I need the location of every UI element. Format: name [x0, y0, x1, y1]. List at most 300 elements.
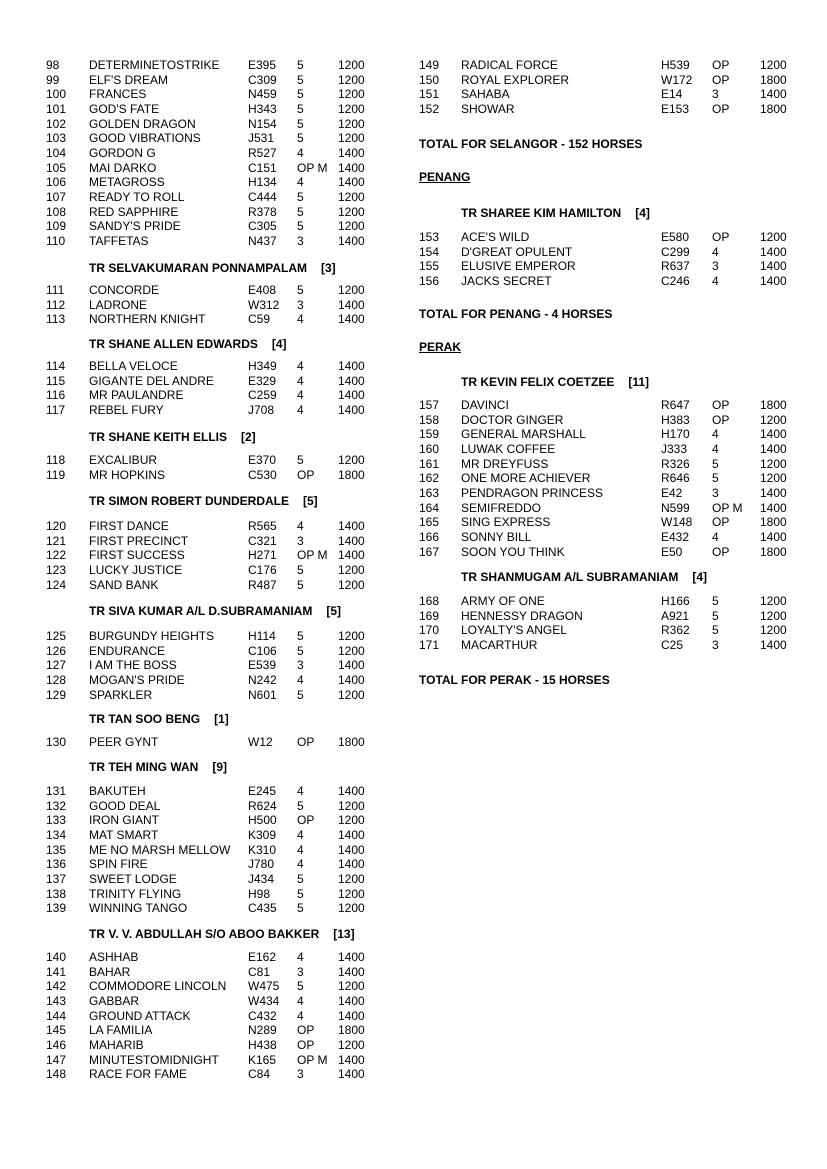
horse-age: OP — [712, 58, 730, 72]
horse-name: COMMODORE LINCOLN — [89, 979, 227, 994]
horse-name: SANDY'S PRIDE — [89, 219, 181, 234]
horse-row — [0, 629, 410, 644]
horse-age: 5 — [297, 979, 304, 994]
horse-row — [0, 901, 410, 916]
race-distance: 1400 — [338, 402, 365, 417]
entry-number: 103 — [46, 131, 67, 146]
entry-number: 114 — [46, 359, 66, 373]
horse-row — [0, 1023, 410, 1038]
horse-age: 4 — [712, 273, 719, 288]
horse-row — [0, 578, 410, 593]
horse-row — [0, 131, 410, 146]
entry-number: 108 — [46, 204, 67, 219]
horse-name: ELUSIVE EMPEROR — [461, 259, 576, 274]
horse-code: C151 — [248, 160, 277, 175]
horse-row — [0, 950, 410, 965]
horse-age: 5 — [297, 901, 304, 916]
horse-age: 4 — [297, 175, 304, 190]
horse-age: 3 — [712, 485, 719, 500]
entry-number: 131 — [46, 784, 67, 798]
entry-number: 98 — [46, 58, 60, 72]
region-penang: PENANG — [419, 170, 471, 184]
horse-row — [0, 872, 410, 887]
entry-number: 125 — [46, 629, 67, 643]
entry-number: 168 — [419, 594, 440, 608]
horse-row — [410, 398, 827, 413]
race-distance: 1400 — [338, 1067, 365, 1082]
horse-age: 4 — [712, 244, 719, 259]
race-distance: 1400 — [338, 145, 365, 160]
horse-name: MOGAN'S PRIDE — [89, 672, 185, 687]
race-distance: 1400 — [338, 964, 365, 979]
horse-code: C84 — [248, 1067, 271, 1082]
race-distance: 1200 — [760, 58, 787, 72]
entry-number: 166 — [419, 529, 440, 544]
entry-number: 159 — [419, 427, 440, 442]
entry-number: 156 — [419, 273, 440, 288]
horse-name: HENNESSY DRAGON — [461, 608, 583, 623]
horse-name: ENDURANCE — [89, 643, 166, 658]
trainer-name: TR SHANE KEITH ELLIS — [89, 430, 228, 444]
horse-row — [0, 102, 410, 117]
entry-number: 162 — [419, 471, 440, 486]
entry-number: 150 — [419, 72, 440, 87]
horse-code: E329 — [248, 373, 277, 388]
race-distance: 1200 — [338, 871, 365, 886]
horse-count: [4] — [692, 570, 707, 584]
horse-code: C59 — [248, 312, 271, 327]
horse-row — [0, 1067, 410, 1082]
entry-number: 105 — [46, 160, 67, 175]
race-distance: 1400 — [338, 533, 365, 548]
horse-name: GOOD VIBRATIONS — [89, 131, 201, 146]
horse-code: N289 — [248, 1023, 277, 1038]
horse-name: GROUND ATTACK — [89, 1008, 191, 1023]
race-distance: 1800 — [760, 101, 787, 116]
trainer-heading — [89, 337, 287, 352]
horse-row — [0, 887, 410, 902]
horse-name: SEMIFREDDO — [461, 500, 542, 515]
horse-age: OP — [297, 813, 315, 828]
race-distance: 1200 — [338, 643, 365, 658]
horse-code: W475 — [248, 979, 280, 994]
horse-name: IRON GIANT — [89, 813, 160, 828]
entry-number: 117 — [46, 402, 66, 417]
horse-code: W434 — [248, 993, 280, 1008]
horse-code: C299 — [661, 244, 690, 259]
entry-number: 153 — [419, 230, 440, 244]
entry-number: 167 — [419, 544, 440, 559]
trainer-heading — [89, 927, 355, 942]
entry-number: 157 — [419, 398, 440, 412]
horse-name: BAKUTEH — [89, 784, 146, 798]
horse-name: GOOD DEAL — [89, 798, 161, 813]
horse-row — [410, 245, 827, 260]
entry-number: 137 — [46, 871, 67, 886]
horse-name: ACE'S WILD — [461, 230, 530, 244]
horse-age: 5 — [297, 116, 304, 131]
horse-row — [410, 442, 827, 457]
horse-row — [0, 58, 410, 73]
horse-row — [410, 471, 827, 486]
horse-row — [0, 388, 410, 403]
trainer-heading — [89, 261, 336, 276]
entry-number: 120 — [46, 519, 67, 533]
entry-number: 107 — [46, 189, 67, 204]
horse-age: 3 — [297, 964, 304, 979]
entry-number: 143 — [46, 993, 67, 1008]
race-distance: 1800 — [338, 1023, 365, 1038]
race-distance: 1400 — [338, 784, 365, 798]
entry-number: 140 — [46, 950, 67, 964]
horse-age: 5 — [712, 456, 719, 471]
horse-name: LADRONE — [89, 297, 148, 312]
horse-row — [0, 965, 410, 980]
horse-row — [0, 234, 410, 249]
horse-name: MINUTESTOMIDNIGHT — [89, 1052, 219, 1067]
horse-code: W12 — [248, 735, 273, 749]
horse-age: 5 — [297, 562, 304, 577]
horse-row — [0, 688, 410, 703]
horse-name: BAHAR — [89, 964, 131, 979]
horse-name: MR DREYFUSS — [461, 456, 549, 471]
horse-code: E539 — [248, 658, 277, 673]
entry-number: 149 — [419, 58, 440, 72]
horse-age: 4 — [297, 827, 304, 842]
horse-code: C246 — [661, 273, 690, 288]
horse-name: PENDRAGON PRINCESS — [461, 485, 604, 500]
trainer-name: TR SIMON ROBERT DUNDERDALE — [89, 494, 289, 508]
horse-row — [0, 73, 410, 88]
horse-count: [9] — [212, 760, 227, 774]
entry-number: 161 — [419, 456, 440, 471]
horse-row — [0, 548, 410, 563]
horse-age: 5 — [712, 471, 719, 486]
race-distance: 1200 — [338, 87, 365, 102]
horse-code: H166 — [661, 594, 690, 608]
horse-age: 5 — [712, 608, 719, 623]
race-distance: 1400 — [338, 827, 365, 842]
race-distance: 1400 — [338, 388, 365, 403]
horse-name: EXCALIBUR — [89, 453, 158, 467]
horse-age: 3 — [712, 259, 719, 274]
race-distance: 1400 — [760, 529, 787, 544]
horse-name: SPARKLER — [89, 687, 153, 702]
horse-name: GOD'S FATE — [89, 101, 160, 116]
trainer-name: TR TEH MING WAN — [89, 760, 199, 774]
horse-name: MAI DARKO — [89, 160, 157, 175]
entry-number: 145 — [46, 1023, 67, 1038]
horse-code: N459 — [248, 87, 277, 102]
horse-name: PEER GYNT — [89, 735, 159, 749]
race-distance: 1400 — [760, 485, 787, 500]
race-distance: 1200 — [760, 230, 787, 244]
horse-code: H539 — [661, 58, 690, 72]
horse-age: 4 — [297, 857, 304, 872]
entry-number: 136 — [46, 857, 67, 872]
horse-name: CONCORDE — [89, 283, 160, 297]
horse-age: 4 — [297, 359, 304, 373]
horse-code: R527 — [248, 145, 277, 160]
entry-number: 124 — [46, 577, 67, 592]
entry-number: 151 — [419, 87, 440, 102]
trainer-heading — [89, 604, 341, 619]
horse-code: J780 — [248, 857, 275, 872]
race-distance: 1400 — [338, 672, 365, 687]
horse-row — [410, 594, 827, 609]
entry-number: 101 — [46, 101, 67, 116]
horse-code: H170 — [661, 427, 690, 442]
horse-code: N437 — [248, 233, 277, 248]
horse-name: LUWAK COFFEE — [461, 441, 556, 456]
horse-count: [3] — [321, 261, 336, 275]
trainer-heading — [89, 760, 227, 775]
horse-age: OP — [712, 515, 730, 530]
race-distance: 1800 — [338, 467, 365, 482]
horse-code: H438 — [248, 1037, 277, 1052]
entry-number: 109 — [46, 219, 67, 234]
horse-row — [0, 453, 410, 468]
trainer-heading — [461, 375, 649, 390]
race-distance: 1200 — [338, 886, 365, 901]
horse-code: H500 — [248, 813, 277, 828]
horse-age: 5 — [297, 629, 304, 643]
race-distance: 1400 — [760, 441, 787, 456]
race-distance: 1400 — [760, 637, 787, 652]
horse-age: 3 — [712, 87, 719, 102]
horse-age: 5 — [297, 798, 304, 813]
horse-code: H343 — [248, 101, 277, 116]
horse-name: LUCKY JUSTICE — [89, 562, 183, 577]
race-distance: 1400 — [760, 259, 787, 274]
horse-row — [410, 58, 827, 73]
entry-number: 106 — [46, 175, 67, 190]
horse-code: C176 — [248, 562, 277, 577]
race-distance: 1200 — [338, 979, 365, 994]
horse-age: OP — [712, 544, 730, 559]
race-distance: 1400 — [338, 1052, 365, 1067]
horse-age: 4 — [297, 672, 304, 687]
horse-name: RACE FOR FAME — [89, 1067, 188, 1082]
race-distance: 1200 — [338, 72, 365, 87]
horse-row — [0, 219, 410, 234]
entry-number: 118 — [46, 453, 66, 467]
horse-name: SPIN FIRE — [89, 857, 148, 872]
horse-name: ONE MORE ACHIEVER — [461, 471, 591, 486]
horse-code: R487 — [248, 577, 277, 592]
race-distance: 1200 — [760, 594, 787, 608]
horse-code: N154 — [248, 116, 277, 131]
horse-name: D'GREAT OPULENT — [461, 244, 573, 259]
horse-name: DETERMINETOSTRIKE — [89, 58, 220, 72]
horse-count: [4] — [635, 206, 650, 220]
race-distance: 1800 — [760, 544, 787, 559]
entry-number: 129 — [46, 687, 67, 702]
entry-number: 110 — [46, 233, 66, 248]
horse-age: 5 — [297, 283, 304, 297]
horse-age: 5 — [297, 58, 304, 72]
entry-number: 121 — [46, 533, 67, 548]
horse-code: J708 — [248, 402, 275, 417]
horse-code: R565 — [248, 519, 277, 533]
horse-code: J531 — [248, 131, 275, 146]
horse-age: OP M — [297, 548, 328, 563]
entry-number: 128 — [46, 672, 67, 687]
horse-name: I AM THE BOSS — [89, 658, 177, 673]
race-distance: 1400 — [338, 857, 365, 872]
horse-code: N599 — [661, 500, 690, 515]
horse-row — [0, 534, 410, 549]
horse-age: 3 — [297, 297, 304, 312]
horse-row — [410, 73, 827, 88]
horse-name: FIRST PRECINCT — [89, 533, 189, 548]
horse-age: 5 — [297, 687, 304, 702]
horse-code: A921 — [661, 608, 690, 623]
race-distance: 1800 — [760, 72, 787, 87]
horse-row — [410, 530, 827, 545]
horse-age: 5 — [297, 87, 304, 102]
horse-code: C25 — [661, 637, 684, 652]
horse-code: W148 — [661, 515, 693, 530]
entry-number: 141 — [46, 964, 67, 979]
horse-name: BURGUNDY HEIGHTS — [89, 629, 215, 643]
horse-row — [410, 87, 827, 102]
horse-name: MACARTHUR — [461, 637, 538, 652]
horse-age: 4 — [297, 388, 304, 403]
horse-age: OP — [712, 230, 730, 244]
horse-code: H114 — [248, 629, 276, 643]
horse-age: 5 — [297, 131, 304, 146]
horse-name: ASHHAB — [89, 950, 139, 964]
horse-row — [0, 843, 410, 858]
entry-number: 132 — [46, 798, 67, 813]
entry-number: 165 — [419, 515, 440, 530]
horse-age: 5 — [297, 643, 304, 658]
horse-code: C435 — [248, 901, 277, 916]
horse-name: SAHABA — [461, 87, 510, 102]
entry-number: 115 — [46, 373, 66, 388]
horse-age: OP — [712, 72, 730, 87]
horse-name: GENERAL MARSHALL — [461, 427, 586, 442]
horse-name: SING EXPRESS — [461, 515, 551, 530]
trainer-heading — [461, 570, 707, 585]
entry-number: 126 — [46, 643, 67, 658]
horse-count: [4] — [271, 337, 287, 351]
race-distance: 1200 — [338, 204, 365, 219]
trainer-heading — [461, 206, 650, 221]
horse-row — [0, 359, 410, 374]
horse-code: E162 — [248, 950, 277, 964]
horse-row — [410, 259, 827, 274]
region-perak: PERAK — [419, 340, 462, 354]
race-distance: 1400 — [760, 87, 787, 102]
entry-number: 163 — [419, 485, 440, 500]
trainer-name: TR SHAREE KIM HAMILTON — [461, 206, 622, 220]
entry-number: 164 — [419, 500, 440, 515]
entry-number: 135 — [46, 842, 67, 857]
horse-code: C444 — [248, 189, 277, 204]
race-distance: 1200 — [338, 562, 365, 577]
horse-age: 5 — [297, 189, 304, 204]
horse-code: C106 — [248, 643, 277, 658]
horse-code: R378 — [248, 204, 277, 219]
entry-number: 169 — [419, 608, 440, 623]
horse-age: 5 — [297, 871, 304, 886]
race-distance: 1400 — [338, 950, 365, 964]
horse-name: ELF'S DREAM — [89, 72, 168, 87]
horse-age: 4 — [297, 145, 304, 160]
horse-name: MR HOPKINS — [89, 467, 166, 482]
horse-age: OP M — [297, 160, 328, 175]
race-distance: 1200 — [338, 629, 365, 643]
horse-code: H349 — [248, 359, 277, 373]
horse-code: J333 — [661, 441, 688, 456]
horse-row — [410, 515, 827, 530]
horse-row — [0, 1038, 410, 1053]
horse-row — [0, 117, 410, 132]
horse-row — [0, 283, 410, 298]
trainer-name: TR SELVAKUMARAN PONNAMPALAM — [89, 261, 307, 275]
horse-age: 5 — [297, 886, 304, 901]
race-distance: 1800 — [760, 398, 787, 412]
trainer-name: TR KEVIN FELIX COETZEE — [461, 375, 615, 389]
horse-code: N242 — [248, 672, 277, 687]
horse-code: H271 — [248, 548, 277, 563]
horse-name: NORTHERN KNIGHT — [89, 312, 206, 327]
horse-code: C432 — [248, 1008, 277, 1023]
race-distance: 1200 — [338, 101, 365, 116]
horse-name: LOYALTY'S ANGEL — [461, 623, 567, 638]
horse-name: LA FAMILIA — [89, 1023, 153, 1038]
horse-row — [0, 673, 410, 688]
race-distance: 1400 — [760, 500, 787, 515]
race-distance: 1200 — [338, 577, 365, 592]
race-distance: 1400 — [338, 842, 365, 857]
race-distance: 1200 — [338, 901, 365, 916]
entry-number: 122 — [46, 548, 67, 563]
horse-name: GIGANTE DEL ANDRE — [89, 373, 214, 388]
race-distance: 1400 — [338, 519, 365, 533]
horse-name: MAHARIB — [89, 1037, 144, 1052]
horse-code: C305 — [248, 219, 277, 234]
horse-age: 5 — [297, 453, 304, 467]
horse-code: R646 — [661, 471, 690, 486]
entry-number: 113 — [46, 312, 66, 327]
race-distance: 1200 — [338, 687, 365, 702]
horse-row — [410, 102, 827, 117]
horse-row — [410, 501, 827, 516]
entry-number: 123 — [46, 562, 67, 577]
horse-code: K165 — [248, 1052, 277, 1067]
horse-name: DOCTOR GINGER — [461, 412, 564, 427]
horse-age: 4 — [297, 993, 304, 1008]
horse-code: E432 — [661, 529, 690, 544]
race-distance: 1400 — [338, 175, 365, 190]
trainer-name: TR SIVA KUMAR A/L D.SUBRAMANIAM — [89, 604, 313, 618]
horse-code: J434 — [248, 871, 275, 886]
horse-name: GORDON G — [89, 145, 156, 160]
entry-number: 144 — [46, 1008, 67, 1023]
race-distance: 1400 — [338, 297, 365, 312]
race-distance: 1200 — [338, 219, 365, 234]
horse-code: E370 — [248, 453, 277, 467]
horse-row — [410, 427, 827, 442]
horse-count: [11] — [628, 375, 650, 389]
race-distance: 1200 — [338, 116, 365, 131]
horse-count: [13] — [333, 927, 355, 941]
horse-age: 3 — [712, 637, 719, 652]
horse-name: FRANCES — [89, 87, 147, 102]
